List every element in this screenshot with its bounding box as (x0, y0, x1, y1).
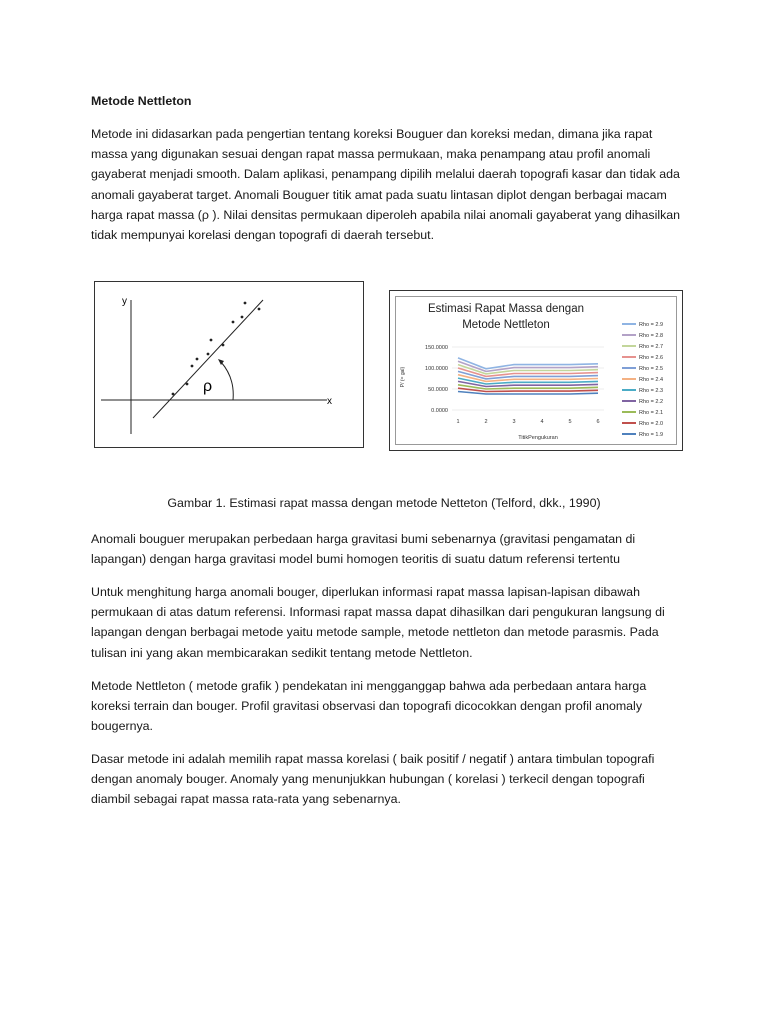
chart-title-line1: Estimasi Rapat Massa dengan (428, 303, 584, 315)
chart-y-tick-label: 0.0000 (431, 408, 448, 414)
y-axis-label: y (122, 296, 127, 307)
angle-arc (221, 362, 233, 400)
scatter-point (232, 321, 235, 324)
chart-frame (395, 296, 677, 445)
rho-angle-label: ρ (203, 378, 213, 395)
chart-x-tick-label: 6 (596, 419, 600, 425)
chart-y-tick-label: 50.0000 (428, 387, 448, 393)
section-heading: Metode Nettleton (91, 94, 192, 108)
chart-y-axis-label: P/ (= gal) (400, 366, 406, 388)
chart-svg (396, 297, 676, 444)
scatter-point (258, 308, 261, 311)
chart-x-tick-label: 1 (456, 419, 460, 425)
x-axis-label: x (327, 396, 332, 407)
scatter-point (186, 383, 189, 386)
legend-label: Rho = 1.9 (639, 432, 664, 438)
legend-label: Rho = 2.0 (639, 421, 664, 427)
chart-x-tick-label: 3 (512, 419, 516, 425)
density-estimate-chart (389, 290, 683, 451)
scatter-point (210, 339, 213, 342)
chart-x-tick-label: 5 (568, 419, 572, 425)
scatter-point (196, 358, 199, 361)
chart-x-tick-label: 4 (540, 419, 544, 425)
legend-label: Rho = 2.4 (639, 377, 664, 383)
paragraph-metode-grafik: Metode Nettleton ( metode grafik ) pendekatan ini mengganggap bahwa ada perbedaan antara harga koreksi terrain dan bouger. Profil gravitasi observasi dan topografi dicocokkan dengan profil anomaly bougernya. (91, 679, 647, 734)
chart-y-tick-label: 150.0000 (425, 345, 448, 351)
legend-label: Rho = 2.9 (639, 322, 664, 328)
nettleton-schematic-figure (94, 281, 364, 448)
chart-plot-area (425, 345, 604, 425)
legend-label: Rho = 2.8 (639, 333, 664, 339)
legend-label: Rho = 2.5 (639, 366, 664, 372)
chart-x-tick-label: 2 (484, 419, 488, 425)
scatter-point (191, 365, 194, 368)
paragraph-menghitung-anomali: Untuk menghitung harga anomali bouger, diperlukan informasi rapat massa lapisan-lapisan dibawah permukaan di atas datum referensi. Informasi rapat massa dapat dihasilkan dari pengukuran langsung di lapangan dengan berbagai metode yaitu metode sample, metode nettleton dan metode parasmis. Pada tulisan ini yang akan membicarakan sedikit tentang metode Nettleton. (91, 585, 665, 660)
paragraph-intro: Metode ini didasarkan pada pengertian tentang koreksi Bouguer dan koreksi medan, dimana jika rapat massa yang digunakan sesuai dengan rapat massa permukaan, maka penampang atau profil anomali gayaberat menjadi smooth. Dalam aplikasi, penampang dipilih melalui daerah topografi kasar dan tidak ada anomali gayaberat target. Anomali Bouguer titik amat pada suatu lintasan diplot dengan berbagai macam harga rapat massa (ρ ). Nilai densitas permukaan diperoleh apabila nilai anomali gayaberat yang dihasilkan tidak mempunyai korelasi dengan topografi di daerah tersebut. (91, 127, 681, 243)
scatter-point (241, 316, 244, 319)
chart-x-axis-label: TitikPengukuran (518, 435, 558, 441)
legend-label: Rho = 2.6 (639, 355, 664, 361)
legend-label: Rho = 2.7 (639, 344, 664, 350)
scatter-point (222, 344, 225, 347)
chart-title-line2: Metode Nettleton (462, 319, 550, 331)
legend-label: Rho = 2.1 (639, 410, 664, 416)
scatter-point (244, 302, 247, 305)
schematic-svg (95, 282, 363, 447)
chart-legend (622, 322, 663, 438)
scatter-point (172, 393, 175, 396)
paragraph-dasar-metode: Dasar metode ini adalah memilih rapat massa korelasi ( baik positif / negatif ) antara timbulan topografi dengan anomaly bouger. Anomaly yang menunjukkan hubungan ( korelasi ) terkecil dengan topografi diambil sebagai rapat massa rata-rata yang sebenarnya. (91, 752, 655, 807)
scatter-point (207, 353, 210, 356)
legend-label: Rho = 2.3 (639, 388, 664, 394)
figure-caption: Gambar 1. Estimasi rapat massa dengan metode Netteton (Telford, dkk., 1990) (167, 496, 601, 510)
legend-label: Rho = 2.2 (639, 399, 664, 405)
paragraph-anomali-bouguer: Anomali bouguer merupakan perbedaan harga gravitasi bumi sebenarnya (gravitasi pengamatan di lapangan) dengan harga gravitasi model bumi homogen teoritis di suatu datum referensi tertentu (91, 532, 636, 567)
scatter-points (172, 302, 261, 396)
chart-y-tick-label: 100.0000 (425, 366, 448, 372)
